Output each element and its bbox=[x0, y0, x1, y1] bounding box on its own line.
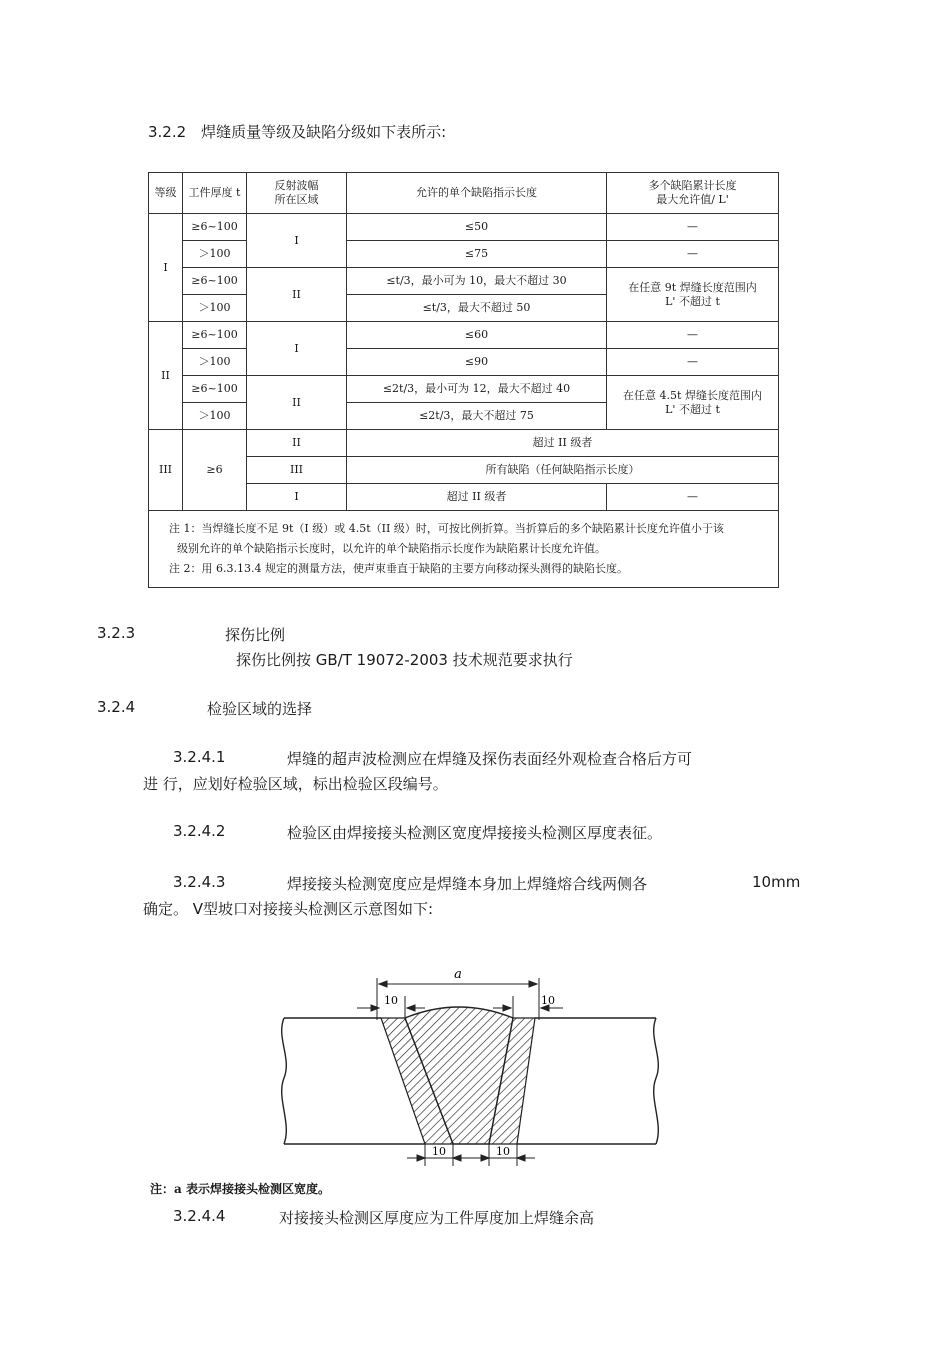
section-3-2-4-title: 检验区域的选择 bbox=[207, 700, 313, 718]
para-3-2-4-2-number: 3.2.4.2 bbox=[173, 822, 226, 840]
para-3-2-4-3-value: 10mm bbox=[752, 873, 801, 891]
dimension-10-bottom bbox=[407, 1142, 535, 1166]
table-note-1: 注 1：当焊缝长度不足 9t（I 级）或 4.5t（II 级）时，可按比例折算。当折算后的多个缺陷累计长度允许值小于该 bbox=[169, 522, 724, 535]
zone-cell: II bbox=[247, 430, 347, 457]
single-length-cell: ≤t/3，最小可为 10，最大不超过 30 bbox=[347, 268, 607, 295]
para-3-2-4-1-line2: 进 行，应划好检验区域，标出检验区段编号。 bbox=[143, 775, 448, 793]
thickness-cell: ≥6~100 bbox=[183, 268, 247, 295]
thickness-cell: ≥6~100 bbox=[183, 214, 247, 241]
section-3-2-3-title: 探伤比例 bbox=[225, 626, 286, 644]
dimension-10-bottom-left-label: 10 bbox=[432, 1145, 446, 1158]
thickness-cell: ＞100 bbox=[183, 403, 247, 430]
dimension-10-bottom-right-label: 10 bbox=[496, 1145, 510, 1158]
table-row bbox=[149, 430, 779, 457]
zone-cell: I bbox=[247, 484, 347, 511]
dimension-a-label: a bbox=[454, 967, 462, 982]
section-3-2-3-body: 探伤比例按 GB/T 19072-2003 技术规范要求执行 bbox=[236, 651, 573, 669]
table-row bbox=[149, 349, 779, 376]
grade-cell: III bbox=[149, 430, 183, 511]
header-zone: 反射波幅 所在区域 bbox=[247, 173, 347, 214]
thickness-cell: ≥6~100 bbox=[183, 322, 247, 349]
single-length-cell: ≤90 bbox=[347, 349, 607, 376]
table-row bbox=[149, 268, 779, 295]
weld-quality-grade-table bbox=[148, 172, 779, 588]
cumulative-cell: — bbox=[607, 241, 779, 268]
single-length-cell: ≤2t/3，最大不超过 75 bbox=[347, 403, 607, 430]
table-notes bbox=[149, 511, 779, 588]
header-cumulative-length: 多个缺陷累计长度 最大允许值/ L' bbox=[607, 173, 779, 214]
para-3-2-4-3-number: 3.2.4.3 bbox=[173, 873, 226, 891]
table-row bbox=[149, 214, 779, 241]
table-note-2: 注 2：用 6.3.13.4 规定的测量方法，使声束垂直于缺陷的主要方向移动探头测得的缺陷长度。 bbox=[169, 562, 628, 575]
section-3-2-4-number: 3.2.4 bbox=[97, 698, 136, 716]
para-3-2-4-4-number: 3.2.4.4 bbox=[173, 1207, 226, 1225]
single-length-cell: ≤2t/3，最小可为 12，最大不超过 40 bbox=[347, 376, 607, 403]
thickness-cell: ＞100 bbox=[183, 295, 247, 322]
cumulative-cell: — bbox=[607, 322, 779, 349]
zone-cell: II bbox=[247, 376, 347, 430]
single-length-cell: 超过 II 级者 bbox=[347, 484, 607, 511]
dimension-10-top-right-label: 10 bbox=[541, 994, 555, 1007]
single-length-cell: ≤t/3，最大不超过 50 bbox=[347, 295, 607, 322]
thickness-cell: ＞100 bbox=[183, 241, 247, 268]
table-row bbox=[149, 241, 779, 268]
table-note-1-cont: 级别允许的单个缺陷指示长度时，以允许的单个缺陷指示长度作为缺陷累计长度允许值。 bbox=[177, 542, 606, 555]
thickness-cell: ≥6~100 bbox=[183, 376, 247, 403]
single-length-cell: ≤75 bbox=[347, 241, 607, 268]
grade-cell: II bbox=[149, 322, 183, 430]
para-3-2-4-2-text: 检验区由焊接接头检测区宽度焊接接头检测区厚度表征。 bbox=[287, 824, 663, 842]
dimension-10-top-left-label: 10 bbox=[384, 994, 398, 1007]
thickness-cell: ＞100 bbox=[183, 349, 247, 376]
para-3-2-4-3-line1: 焊接接头检测宽度应是焊缝本身加上焊缝熔合线两侧各 bbox=[287, 875, 648, 893]
cumulative-cell: 在任意 4.5t 焊缝长度范围内 L' 不超过 t bbox=[607, 376, 779, 430]
para-3-2-4-1-line1: 焊缝的超声波检测应在焊缝及探伤表面经外观检查合格后方可 bbox=[287, 750, 693, 768]
header-single-length: 允许的单个缺陷指示长度 bbox=[347, 173, 607, 214]
table-row bbox=[149, 376, 779, 403]
para-3-2-4-1-number: 3.2.4.1 bbox=[173, 748, 226, 766]
single-length-cell: 超过 II 级者 bbox=[347, 430, 779, 457]
single-length-cell: 所有缺陷（任何缺陷指示长度） bbox=[347, 457, 779, 484]
cumulative-cell: — bbox=[607, 484, 779, 511]
table-row bbox=[149, 322, 779, 349]
single-length-cell: ≤60 bbox=[347, 322, 607, 349]
zone-cell: III bbox=[247, 457, 347, 484]
zone-cell: I bbox=[247, 322, 347, 376]
header-thickness: 工件厚度 t bbox=[183, 173, 247, 214]
section-3-2-2-heading: 3.2.2 焊缝质量等级及缺陷分级如下表所示: bbox=[148, 123, 447, 141]
section-3-2-3-number: 3.2.3 bbox=[97, 624, 136, 642]
single-length-cell: ≤50 bbox=[347, 214, 607, 241]
cumulative-cell: 在任意 9t 焊缝长度范围内 L' 不超过 t bbox=[607, 268, 779, 322]
para-3-2-4-3-line2: 确定。 V型坡口对接接头检测区示意图如下: bbox=[143, 900, 434, 918]
header-grade: 等级 bbox=[149, 173, 183, 214]
v-groove-detection-zone-diagram bbox=[262, 958, 682, 1168]
thickness-cell: ≥6 bbox=[183, 430, 247, 511]
zone-cell: I bbox=[247, 214, 347, 268]
zone-cell: II bbox=[247, 268, 347, 322]
para-3-2-4-4-text: 对接接头检测区厚度应为工件厚度加上焊缝余高 bbox=[279, 1209, 595, 1227]
cumulative-cell: — bbox=[607, 349, 779, 376]
grade-cell: I bbox=[149, 214, 183, 322]
diagram-note: 注：a 表示焊接接头检测区宽度。 bbox=[150, 1182, 330, 1196]
cumulative-cell: — bbox=[607, 214, 779, 241]
